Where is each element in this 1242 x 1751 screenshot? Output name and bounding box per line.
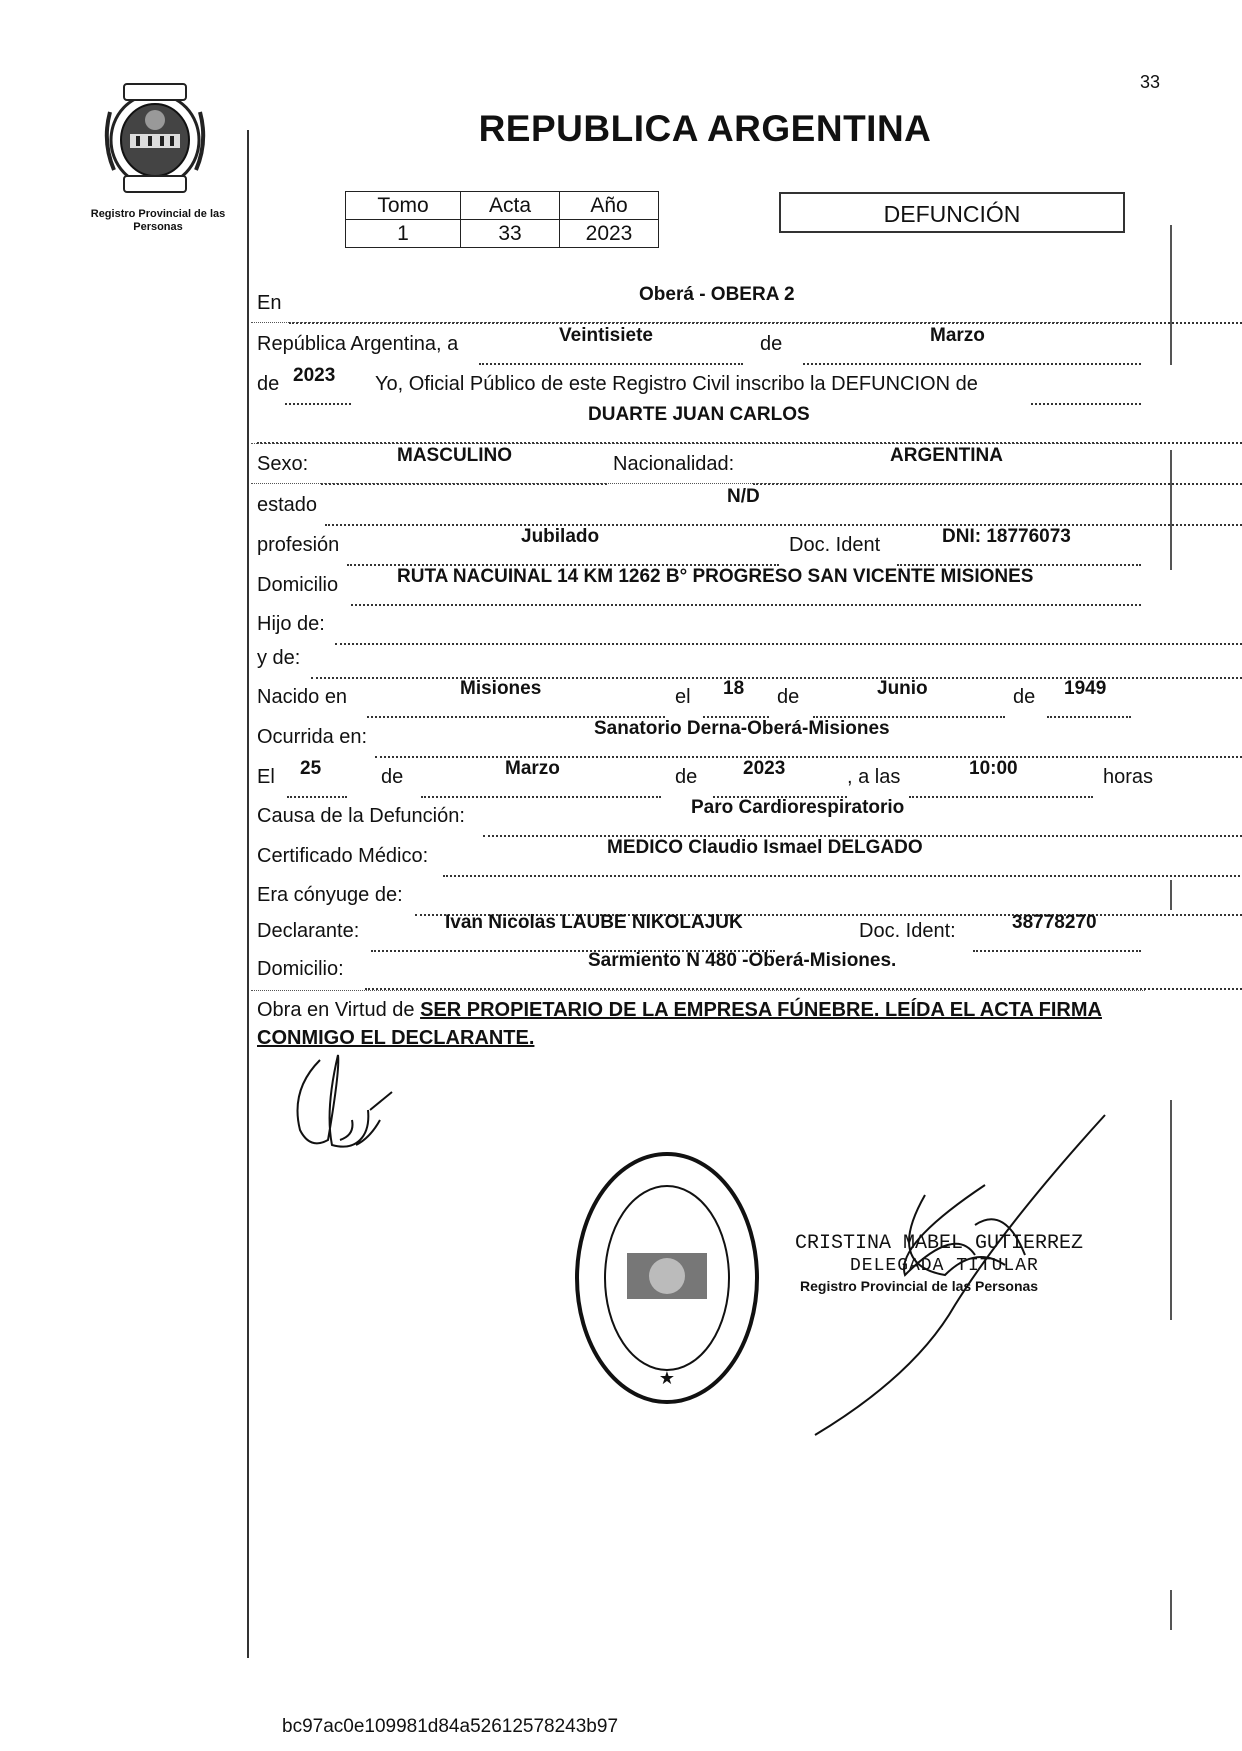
day-value: Veintisiete — [559, 325, 653, 346]
rep-label: República Argentina, a — [257, 333, 459, 355]
certificado-label: Certificado Médico: — [257, 845, 429, 867]
birth-year: 1949 — [1064, 678, 1107, 699]
right-margin-mark — [1170, 225, 1172, 365]
profesion-label: profesión — [257, 534, 340, 556]
declarante-doc-label: Doc. Ident: — [859, 920, 956, 942]
certificado-value: MEDICO Claudio Ismael DELGADO — [607, 837, 923, 858]
ocurrida-label: Ocurrida en: — [257, 726, 368, 748]
header-acta: Acta — [461, 192, 560, 220]
nacido-label: Nacido en — [257, 686, 348, 708]
de-label: de — [1013, 686, 1036, 708]
page-number: 33 — [1140, 72, 1161, 92]
right-margin-mark — [1170, 1590, 1172, 1630]
right-margin-mark — [1170, 1100, 1172, 1320]
de-label: de — [381, 766, 404, 788]
document-hash: bc97ac0e109981d84a52612578243b97 — [282, 1716, 619, 1737]
month-value: Marzo — [930, 325, 985, 346]
death-year: 2023 — [743, 758, 786, 779]
el-label: el — [675, 686, 691, 708]
value-tomo: 1 — [346, 220, 461, 248]
document-type-box: DEFUNCIÓN — [779, 192, 1125, 233]
stamp-role: DELEGADA TITULAR — [850, 1256, 1039, 1276]
value-ano: 2023 — [560, 220, 659, 248]
en-value: Oberá - OBERA 2 — [639, 284, 795, 305]
logo-caption: Registro Provincial de las Personas — [90, 208, 226, 233]
doc-ident-label: Doc. Ident — [789, 534, 881, 556]
obra-value: SER PROPIETARIO DE LA EMPRESA FÚNEBRE. LEÍDA EL ACTA FIRMA CONMIGO EL DECLARANTE. — [257, 999, 1102, 1049]
stamp-name: CRISTINA MABEL GUTIERREZ — [795, 1232, 1084, 1255]
obra-paragraph — [257, 996, 1169, 1052]
profesion-value: Jubilado — [521, 526, 600, 547]
nacionalidad-value: ARGENTINA — [890, 445, 1003, 466]
en-label: En — [257, 292, 282, 314]
death-time: 10:00 — [969, 758, 1018, 779]
sexo-label: Sexo: — [257, 453, 309, 475]
official-seal-icon — [572, 1148, 762, 1408]
header-ano: Año — [560, 192, 659, 220]
death-day: 25 — [300, 758, 322, 779]
causa-label: Causa de la Defunción: — [257, 805, 465, 827]
declarante-doc-value: 38778270 — [1012, 912, 1097, 933]
nacionalidad-label: Nacionalidad: — [613, 453, 735, 475]
deceased-name: DUARTE JUAN CARLOS — [588, 404, 810, 425]
stamp-office: Registro Provincial de las Personas — [800, 1278, 1039, 1294]
el-label: El — [257, 766, 275, 788]
hijo-label: Hijo de: — [257, 613, 325, 635]
header-tomo: Tomo — [346, 192, 461, 220]
svg-text:★: ★ — [658, 1368, 676, 1388]
value-acta: 33 — [461, 220, 560, 248]
domicilio2-value: Sarmiento N 480 -Oberá-Misiones. — [588, 950, 897, 971]
alas-label: , a las — [847, 766, 901, 788]
domicilio-value: RUTA NACUINAL 14 KM 1262 B° PROGRESO SAN VICENTE MISIONES — [397, 566, 1034, 587]
conyuge-label: Era cónyuge de: — [257, 884, 403, 906]
birth-month: Junio — [877, 678, 928, 699]
registry-table — [345, 191, 659, 248]
year-value: 2023 — [293, 365, 336, 386]
ocurrida-value: Sanatorio Derna-Oberá-Misiones — [594, 718, 890, 739]
de-label: de — [777, 686, 800, 708]
document-title: REPUBLICA ARGENTINA — [478, 108, 932, 149]
officer-text: Yo, Oficial Público de este Registro Civil inscribo la DEFUNCION de — [375, 373, 978, 395]
nacido-value: Misiones — [460, 678, 542, 699]
death-month: Marzo — [505, 758, 560, 779]
de-label: de — [257, 373, 280, 395]
domicilio-label: Domicilio — [257, 574, 339, 596]
domicilio2-label: Domicilio: — [257, 958, 344, 980]
declarante-value: Ivan Nicolas LAUBE NIKOLAJUK — [445, 912, 743, 933]
de-label: de — [760, 333, 783, 355]
de-label: de — [675, 766, 698, 788]
yde-label: y de: — [257, 647, 301, 669]
declarant-signature-icon — [280, 1050, 430, 1160]
causa-value: Paro Cardiorespiratorio — [691, 797, 905, 818]
obra-label: Obra en Virtud de — [257, 999, 415, 1021]
birth-day: 18 — [723, 678, 745, 699]
horas-label: horas — [1103, 766, 1154, 788]
doc-ident-value: DNI: 18776073 — [942, 526, 1071, 547]
estado-label: estado — [257, 494, 318, 516]
declarante-label: Declarante: — [257, 920, 360, 942]
sexo-value: MASCULINO — [397, 445, 513, 466]
estado-value: N/D — [727, 486, 760, 507]
left-margin-line — [247, 130, 249, 1658]
